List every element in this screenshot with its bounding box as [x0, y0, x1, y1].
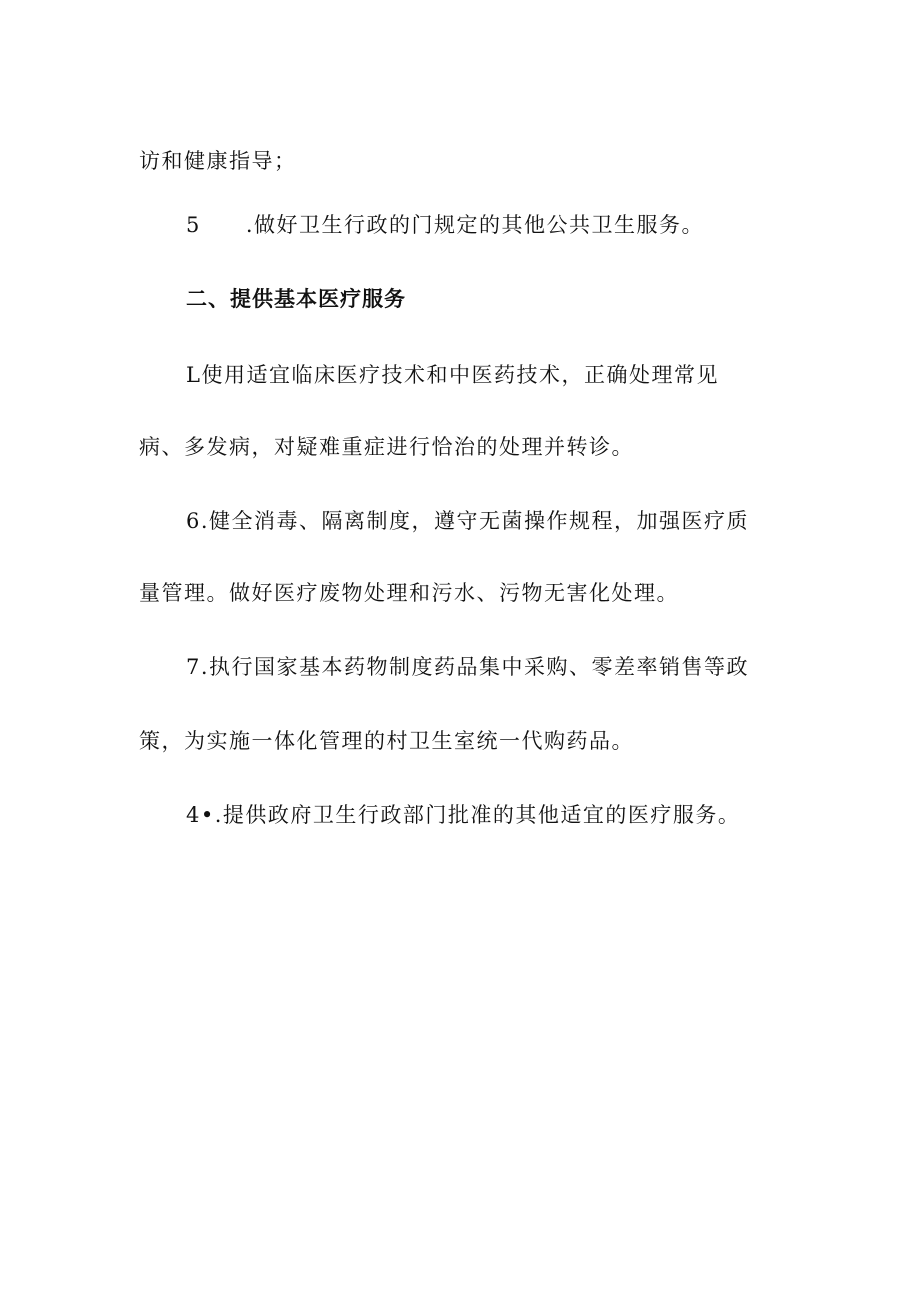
list-item-4: 4•.提供政府卫生行政部门批准的其他适宜的医疗服务。	[186, 803, 741, 827]
list-item-5: 5 .做好卫生行政的门规定的其他公共卫生服务。	[186, 213, 705, 237]
section-heading: 二、提供基本医疗服务	[186, 287, 406, 311]
text-line-continuation: 访和健康指导；	[139, 149, 297, 173]
list-item-1-line-1: L使用适宜临床医疗技术和中医药技术，正确处理常见	[186, 363, 719, 387]
list-item-7-line-2: 策，为实施一体化管理的村卫生室统一代购药品。	[139, 729, 634, 753]
list-item-6-line-2: 量管理。做好医疗废物处理和污水、污物无害化处理。	[139, 581, 679, 605]
list-item-7-line-1: 7.执行国家基本药物制度药品集中采购、零差率销售等政	[186, 655, 750, 679]
list-item-6-line-1: 6.健全消毒、隔离制度，遵守无菌操作规程，加强医疗质	[186, 509, 750, 533]
list-item-1-line-2: 病、多发病，对疑难重症进行恰治的处理并转诊。	[139, 435, 634, 459]
